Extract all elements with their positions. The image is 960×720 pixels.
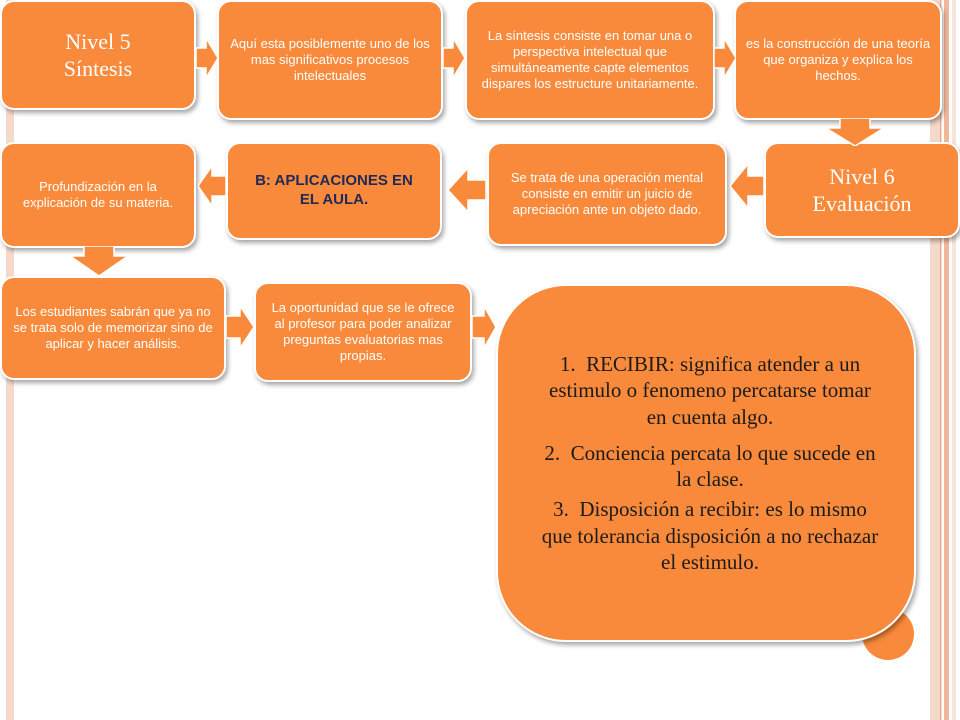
list-item xyxy=(538,496,882,575)
list-item-text: Conciencia percata lo que sucede en la clase. xyxy=(570,440,876,491)
students-will-know-text: Los estudiantes sabrán que ya no se trata solo de memorizar sino de aplicar y hacer análisis. xyxy=(13,303,213,352)
deepening-explanation-box xyxy=(0,142,196,248)
students-will-know-box xyxy=(0,276,226,380)
intellectual-process-text: Aquí esta posiblemente uno de los mas significativos procesos intelectuales xyxy=(230,35,430,84)
level6-title: Nivel 6 xyxy=(829,163,895,189)
classroom-applications-heading: B: APLICACIONES EN EL AULA. xyxy=(255,172,413,208)
synthesis-definition-box xyxy=(465,0,715,120)
left-arrow-icon xyxy=(198,166,226,206)
down-arrow-icon xyxy=(826,118,884,146)
classroom-applications-heading-box xyxy=(226,142,442,240)
level5-title: Nivel 5 xyxy=(65,28,131,54)
teacher-opportunity-box xyxy=(254,282,472,382)
left-arrow-icon xyxy=(730,164,764,208)
list-item-number: 1. xyxy=(559,352,576,376)
level5-synthesis-box xyxy=(0,0,196,110)
down-arrow-icon xyxy=(70,246,128,276)
right-arrow-icon xyxy=(443,38,465,78)
right-arrow-icon xyxy=(196,38,218,78)
teacher-opportunity-text: La oportunidad que se le ofrece al profesor para poder analizar preguntas evaluatorias mas propias. xyxy=(271,299,455,364)
left-arrow-icon xyxy=(448,168,486,212)
level6-subtitle: Evaluación xyxy=(812,191,912,216)
theory-construction-text: es la construcción de una teoría que organiza y explica los hechos. xyxy=(745,35,931,84)
deepening-explanation-text: Profundización en la explicación de su materia. xyxy=(22,178,174,210)
level5-subtitle: Síntesis xyxy=(63,56,133,81)
right-border-bar-pale xyxy=(952,0,956,720)
list-item xyxy=(538,440,882,493)
evaluation-definition-box xyxy=(487,142,727,246)
theory-construction-box xyxy=(734,0,942,120)
intellectual-process-box xyxy=(217,0,443,120)
level6-evaluation-box xyxy=(764,142,960,238)
list-item xyxy=(538,351,882,430)
right-arrow-icon xyxy=(472,306,496,348)
receiving-list xyxy=(538,351,882,575)
list-item-number: 3. xyxy=(553,497,569,522)
evaluation-definition-text: Se trata de una operación mental consiste en emitir un juicio de apreciación ante un objeto dado. xyxy=(510,169,704,218)
right-arrow-icon xyxy=(226,306,254,348)
list-item-text: RECIBIR: significa atender a un estimulo o fenomeno percatarse tomar en cuenta algo. xyxy=(549,352,871,429)
list-item-text: Disposición a recibir: es lo mismo que tolerancia disposición a no rechazar el estimulo. xyxy=(541,497,879,574)
list-item-number: 2. xyxy=(544,440,561,465)
synthesis-definition-text: La síntesis consiste en tomar una o perspectiva intelectual que simultáneamente capte elementos dispares los estructure unitariamente. xyxy=(481,27,699,92)
right-arrow-icon xyxy=(714,38,736,78)
right-border-bar-mid xyxy=(944,0,949,720)
receiving-list-box xyxy=(496,284,916,642)
